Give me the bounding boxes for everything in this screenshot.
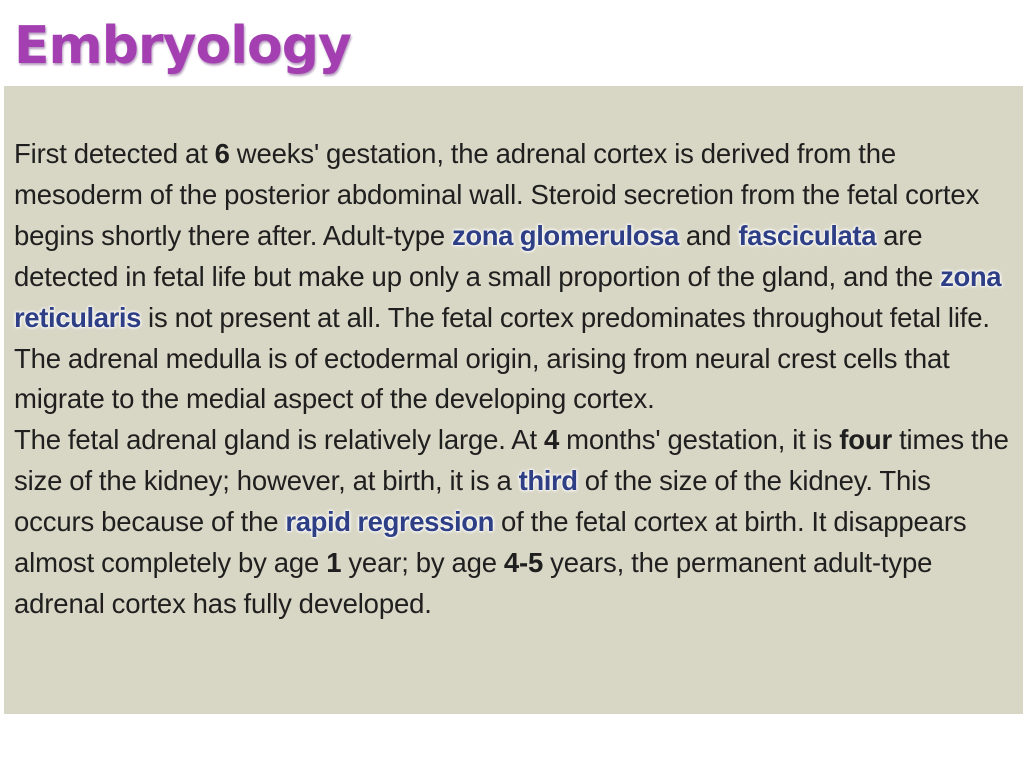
number-highlight: 4 — [543, 424, 560, 456]
number-highlight: four — [839, 424, 893, 456]
paragraph-fetal-adrenal-size — [14, 420, 1013, 625]
number-highlight: 4-5 — [503, 547, 544, 579]
body-text — [14, 134, 1013, 625]
text-run: months' gestation, it is — [559, 424, 840, 456]
term-highlight: rapid regression — [285, 506, 494, 538]
text-run: of the size of the kidney. This occurs because of the — [14, 465, 931, 538]
text-run: weeks' gestation, the adrenal cortex is derived from the mesoderm of the posterior abdominal wall. Steroid secretion from the fetal cortex begins shortly there after. Adult-type — [14, 138, 980, 251]
text-run: is not present at all. The fetal cortex predominates throughout fetal life. The adrenal medulla is of ectodermal origin, arising from neural crest cells that migrate to the medial aspect of the developing cortex. — [14, 301, 990, 415]
term-highlight: third — [518, 465, 578, 497]
text-run: of the fetal cortex at birth. It disappears almost completely by age — [14, 506, 967, 579]
content-panel — [4, 86, 1023, 714]
term-highlight: zona glomerulosa — [452, 219, 679, 251]
text-run: years, the permanent adult-type adrenal cortex has fully developed. — [14, 547, 933, 619]
text-run: The fetal adrenal gland is relatively large. At — [14, 424, 544, 456]
text-run: are detected in fetal life but make up only a small proportion of the gland, and the — [14, 219, 941, 292]
number-highlight: 1 — [326, 547, 342, 579]
paragraph-fetal-adrenal-origin — [14, 134, 1013, 420]
text-run: year; by age — [341, 547, 504, 579]
text-run: and — [678, 219, 739, 251]
term-highlight: fasciculata — [738, 219, 877, 251]
term-highlight: zona reticularis — [14, 260, 1002, 333]
number-highlight: 6 — [214, 138, 230, 169]
text-run: First detected at — [14, 138, 215, 169]
slide-title: Embryology — [14, 16, 351, 76]
text-run: times the size of the kidney; however, at birth, it is a — [14, 424, 1009, 497]
